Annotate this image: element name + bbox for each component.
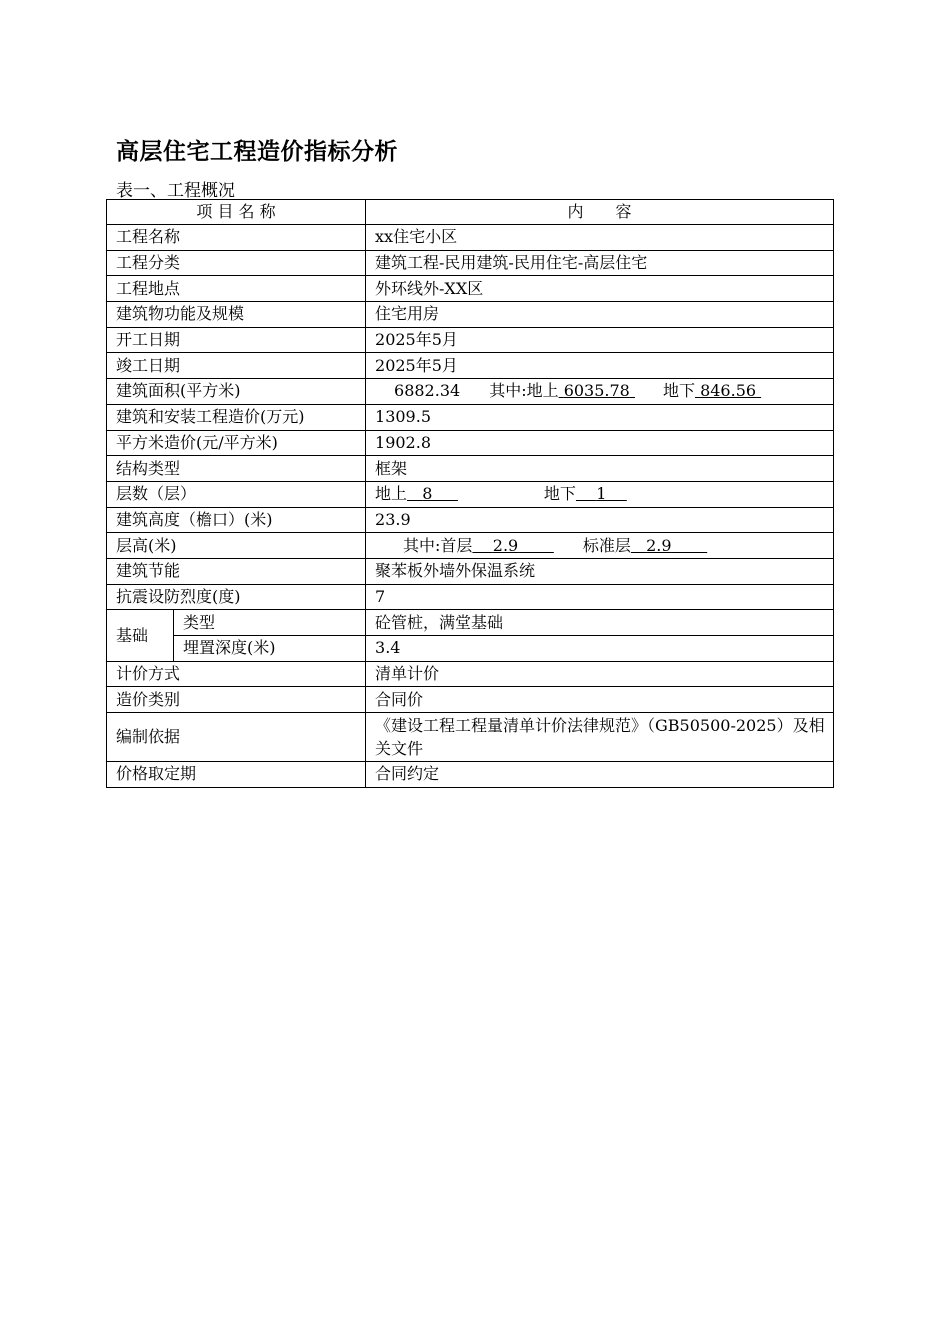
row-label: 建筑高度（檐口）(米) — [107, 507, 366, 533]
floor-height-first: 2.9 — [492, 535, 519, 555]
project-overview-table — [106, 199, 834, 788]
row-label: 建筑物功能及规模 — [107, 302, 366, 328]
row-value — [366, 379, 834, 405]
table-header-row — [107, 200, 834, 225]
table-row — [107, 250, 834, 276]
row-label: 工程分类 — [107, 250, 366, 276]
row-value: xx住宅小区 — [366, 225, 834, 251]
row-label: 工程地点 — [107, 276, 366, 302]
row-label: 建筑面积(平方米) — [107, 379, 366, 405]
floors-below-label: 地下 — [543, 484, 576, 504]
row-label: 抗震设防烈度(度) — [107, 584, 366, 610]
header-item: 项 目 名 称 — [107, 200, 366, 225]
row-value — [366, 533, 834, 559]
row-label: 平方米造价(元/平方米) — [107, 430, 366, 456]
floor-height-std-label: 标准层 — [582, 535, 631, 555]
row-label: 价格取定期 — [107, 762, 366, 788]
row-label: 层数（层） — [107, 481, 366, 507]
floor-height-among-label: 其中:首层 — [403, 535, 473, 555]
row-label: 编制依据 — [107, 713, 366, 762]
table-row — [107, 507, 834, 533]
table-row — [107, 762, 834, 788]
row-label: 层高(米) — [107, 533, 366, 559]
table-row — [107, 276, 834, 302]
row-value: 2025年5月 — [366, 353, 834, 379]
table-row — [107, 225, 834, 251]
row-value: 砼管桩，满堂基础 — [366, 610, 834, 636]
row-value: 建筑工程-民用建筑-民用住宅-高层住宅 — [366, 250, 834, 276]
row-label: 造价类别 — [107, 687, 366, 713]
table-row — [107, 636, 834, 662]
table-row — [107, 713, 834, 762]
floors-below: 1 — [596, 484, 607, 504]
table-row — [107, 379, 834, 405]
table-row — [107, 610, 834, 636]
document-title: 高层住宅工程造价指标分析 — [116, 139, 398, 165]
table-row — [107, 327, 834, 353]
row-label: 竣工日期 — [107, 353, 366, 379]
table-row — [107, 533, 834, 559]
table-row — [107, 687, 834, 713]
table-row — [107, 302, 834, 328]
table-row — [107, 481, 834, 507]
row-label: 开工日期 — [107, 327, 366, 353]
area-below: 846.56 — [700, 381, 757, 401]
row-label: 建筑节能 — [107, 558, 366, 584]
table-row — [107, 353, 834, 379]
area-among-label: 其中:地上 — [489, 381, 559, 401]
row-value: 23.9 — [366, 507, 834, 533]
row-value: 住宅用房 — [366, 302, 834, 328]
header-content: 内 容 — [366, 200, 834, 225]
area-below-label: 地下 — [662, 381, 695, 401]
row-value: 框架 — [366, 456, 834, 482]
row-value: 3.4 — [366, 636, 834, 662]
table-row — [107, 404, 834, 430]
table-row — [107, 661, 834, 687]
row-value: 2025年5月 — [366, 327, 834, 353]
area-above: 6035.78 — [563, 381, 630, 401]
table-row — [107, 584, 834, 610]
row-label: 建筑和安装工程造价(万元) — [107, 404, 366, 430]
row-label: 类型 — [174, 610, 366, 636]
row-value: 1309.5 — [366, 404, 834, 430]
row-value: 1902.8 — [366, 430, 834, 456]
foundation-label: 基础 — [107, 610, 174, 661]
row-label: 计价方式 — [107, 661, 366, 687]
row-value: 聚苯板外墙外保温系统 — [366, 558, 834, 584]
row-value — [366, 481, 834, 507]
row-value: 合同约定 — [366, 762, 834, 788]
area-total: 6882.34 — [394, 381, 461, 401]
row-value: 《建设工程工程量清单计价法律规范》（GB50500-2025）及相关文件 — [366, 713, 834, 762]
floors-above: 8 — [422, 484, 433, 504]
table-row — [107, 430, 834, 456]
floors-above-label: 地上 — [375, 484, 408, 504]
table-caption: 表一、工程概况 — [116, 181, 235, 201]
row-label: 结构类型 — [107, 456, 366, 482]
row-value: 清单计价 — [366, 661, 834, 687]
row-value: 7 — [366, 584, 834, 610]
table-row — [107, 558, 834, 584]
row-label: 埋置深度(米) — [174, 636, 366, 662]
floor-height-std: 2.9 — [646, 535, 672, 555]
row-value: 合同价 — [366, 687, 834, 713]
table-row — [107, 456, 834, 482]
row-value: 外环线外-XX区 — [366, 276, 834, 302]
row-label: 工程名称 — [107, 225, 366, 251]
